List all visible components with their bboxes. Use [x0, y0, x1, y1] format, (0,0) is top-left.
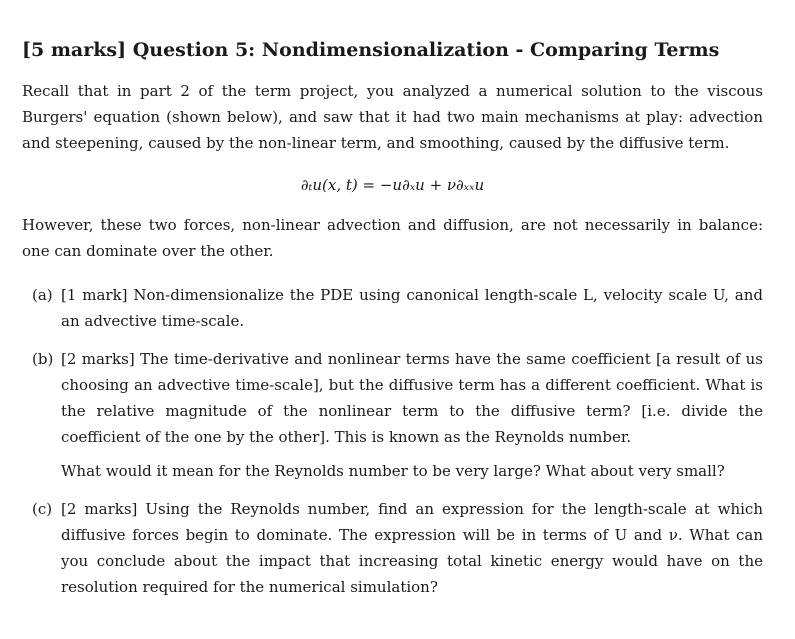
- part-b-label: (b): [32, 350, 54, 368]
- part-c-text: [2 marks] Using the Reynolds number, find an expression for the length-scale at which diffusive forces begin to dominate. The expression will be in terms of U and ν. What can you conclude about the impact that increasing total kinetic energy would have on the resolution required for the numerical simulation?: [61, 500, 763, 596]
- question-parts-list: [22, 282, 763, 600]
- part-a-label: (a): [32, 286, 53, 304]
- part-b: [22, 346, 763, 484]
- balance-paragraph: However, these two forces, non-linear advection and diffusion, are not necessarily in balance: one can dominate over the other.: [22, 216, 763, 260]
- intro-paragraph: Recall that in part 2 of the term project, you analyzed a numerical solution to the viscous Burgers' equation (shown below), and saw that it had two main mechanisms at play: advection and steepening, caused by the non-linear term, and smoothing, caused by the diffusive term.: [22, 82, 763, 152]
- part-c: [22, 496, 763, 600]
- equation-lhs: ∂ₜu(x, t): [300, 176, 358, 194]
- equation-equals: =: [357, 176, 380, 194]
- part-a: [22, 282, 763, 334]
- question-title: [5 marks] Question 5: Nondimensionalization - Comparing Terms: [22, 39, 720, 61]
- burgers-equation: [22, 172, 763, 198]
- equation-rhs: −u∂ₓu + ν∂ₓₓu: [379, 176, 485, 194]
- part-b-text: [2 marks] The time-derivative and nonlinear terms have the same coefficient [a result of us choosing an advective time-scale], but the diffusive term has a different coefficient. What is the relative magnitude of the nonlinear term to the diffusive term? [i.e. divide the coefficient of the one by the other]. This is known as the Reynolds number.: [61, 350, 763, 446]
- part-a-text: [1 mark] Non-dimensionalize the PDE using canonical length-scale L, velocity scale U, and an advective time-scale.: [61, 286, 763, 330]
- part-c-label: (c): [32, 500, 53, 518]
- part-b-followup: What would it mean for the Reynolds number to be very large? What about very small?: [61, 462, 725, 480]
- question-document: [22, 36, 763, 612]
